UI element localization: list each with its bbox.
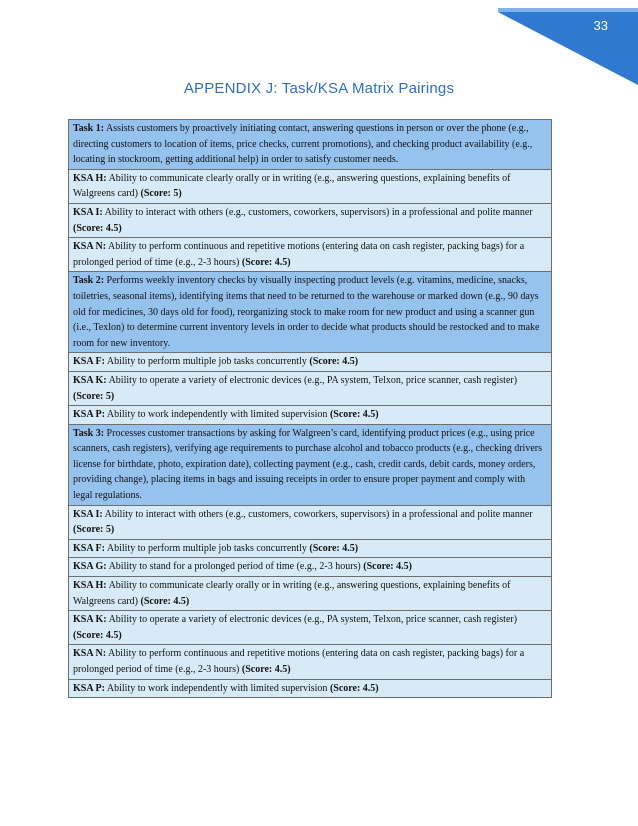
row-label: KSA P: (73, 409, 105, 421)
row-text: Ability to interact with others (e.g., customers, coworkers, supervisors) in a professional and polite manner (102, 206, 533, 218)
score-label: (Score: 5) (73, 524, 115, 536)
row-text: Assists customers by proactively initiating contact, answering questions in person or over the phone (e.g., directing customers to location of items, price checks, current promotions), and checking product availability (e.g., locating in stockroom, getting additional help) in order to satisfy customer needs. (73, 123, 533, 166)
score-label: (Score: 4.5) (73, 222, 122, 234)
row-text: Ability to work independently with limited supervision (104, 409, 330, 421)
ksa-cell (69, 238, 552, 272)
ksa-cell (69, 577, 552, 611)
row-text: Ability to operate a variety of electronic devices (e.g., PA system, Telxon, price scanner, cash register) (106, 374, 518, 386)
task-cell (69, 120, 552, 170)
ksa-row (69, 238, 552, 272)
ksa-row (69, 371, 552, 405)
ksa-cell (69, 539, 552, 558)
row-text: Ability to perform multiple job tasks concurrently (104, 542, 310, 554)
ksa-cell (69, 203, 552, 237)
row-text: Performs weekly inventory checks by visually inspecting product levels (e.g. vitamins, medicine, snacks, toiletries, seasonal items), identifying items that need to be returned to the warehouse or marked down (e.g., 90 days old for medicines, 30 days old for food), reorganizing stock to make room for new product and using a scanner gun (i.e., Texlon) to determine current inventory levels in order to decide what products should be restocked and to make room for new inventory. (73, 275, 540, 349)
row-text: Ability to perform continuous and repetitive motions (entering data on cash register, packing bags) for a prolonged period of time (e.g., 2-3 hours) (73, 648, 525, 675)
row-label: KSA P: (73, 682, 105, 694)
score-label: (Score: 4.5) (309, 356, 359, 368)
ksa-row (69, 505, 552, 539)
ksa-row (69, 679, 552, 698)
row-label: KSA I: (73, 508, 103, 520)
task-cell (69, 424, 552, 505)
task-row (69, 272, 552, 353)
ksa-cell (69, 353, 552, 372)
task-ksa-matrix (68, 119, 552, 698)
ksa-row (69, 558, 552, 577)
row-label: KSA N: (73, 241, 107, 253)
score-label: (Score: 4.5) (363, 561, 412, 573)
score-label: (Score: 4.5) (329, 682, 379, 694)
score-label: (Score: 4.5) (329, 409, 379, 421)
ksa-cell (69, 406, 552, 425)
ksa-row (69, 611, 552, 645)
task-row (69, 120, 552, 170)
ksa-row (69, 539, 552, 558)
ksa-cell (69, 505, 552, 539)
ksa-row (69, 353, 552, 372)
task-cell (69, 272, 552, 353)
ksa-row (69, 406, 552, 425)
task-row (69, 424, 552, 505)
ksa-row (69, 577, 552, 611)
row-text: Ability to interact with others (e.g., customers, coworkers, supervisors) in a professional and polite manner (102, 508, 533, 520)
score-label: (Score: 5) (73, 390, 115, 402)
score-label: (Score: 4.5) (140, 595, 190, 607)
row-label: KSA K: (73, 614, 107, 626)
row-label: Task 3: (73, 427, 105, 439)
score-label: (Score: 4.5) (73, 629, 122, 641)
score-label: (Score: 4.5) (241, 256, 291, 268)
row-label: KSA F: (73, 542, 105, 554)
row-text: Ability to work independently with limited supervision (104, 682, 330, 694)
row-text: Ability to perform continuous and repetitive motions (entering data on cash register, packing bags) for a prolonged period of time (e.g., 2-3 hours) (73, 241, 525, 268)
score-label: (Score: 5) (140, 188, 182, 200)
ksa-cell (69, 645, 552, 679)
row-label: KSA G: (73, 561, 107, 573)
row-label: Task 1: (73, 123, 105, 134)
row-text: Processes customer transactions by asking for Walgreen’s card, identifying product prices (e.g., using price scanners, cash registers), verifying age requirements to purchase alcohol and tobacco products (e.g., checking drivers license for birthdate, photo, expiration date), collecting payment (e.g., cash, credit cards, debit cards, money orders, providing change), placing items in bags and issuing receipts in order to ensure proper payment and comply with legal regulations. (73, 427, 542, 502)
corner-banner (498, 0, 638, 85)
score-label: (Score: 4.5) (309, 542, 359, 554)
ksa-row (69, 645, 552, 679)
row-label: KSA F: (73, 356, 105, 368)
ksa-cell (69, 679, 552, 698)
ksa-cell (69, 169, 552, 203)
ksa-cell (69, 558, 552, 577)
row-label: KSA K: (73, 374, 107, 386)
row-text: Ability to perform multiple job tasks concurrently (104, 356, 310, 368)
row-label: KSA H: (73, 580, 107, 592)
row-text: Ability to communicate clearly orally or in writing (e.g., answering questions, explaining benefits of Walgreens card) (73, 580, 511, 607)
page-title: APPENDIX J: Task/KSA Matrix Pairings (183, 80, 455, 97)
row-label: KSA I: (73, 206, 103, 218)
score-label: (Score: 4.5) (241, 664, 291, 675)
row-label: KSA N: (73, 648, 107, 660)
ksa-cell (69, 611, 552, 645)
row-text: Ability to stand for a prolonged period of time (e.g., 2-3 hours) (106, 561, 364, 573)
row-text: Ability to communicate clearly orally or in writing (e.g., answering questions, explaining benefits of Walgreens card) (73, 172, 511, 200)
row-text: Ability to operate a variety of electronic devices (e.g., PA system, Telxon, price scanner, cash register) (106, 614, 518, 626)
ksa-row (69, 169, 552, 203)
ksa-row (69, 203, 552, 237)
ksa-cell (69, 371, 552, 405)
row-label: KSA H: (73, 172, 107, 184)
page-number: 33 (593, 18, 608, 33)
row-label: Task 2: (73, 275, 105, 287)
